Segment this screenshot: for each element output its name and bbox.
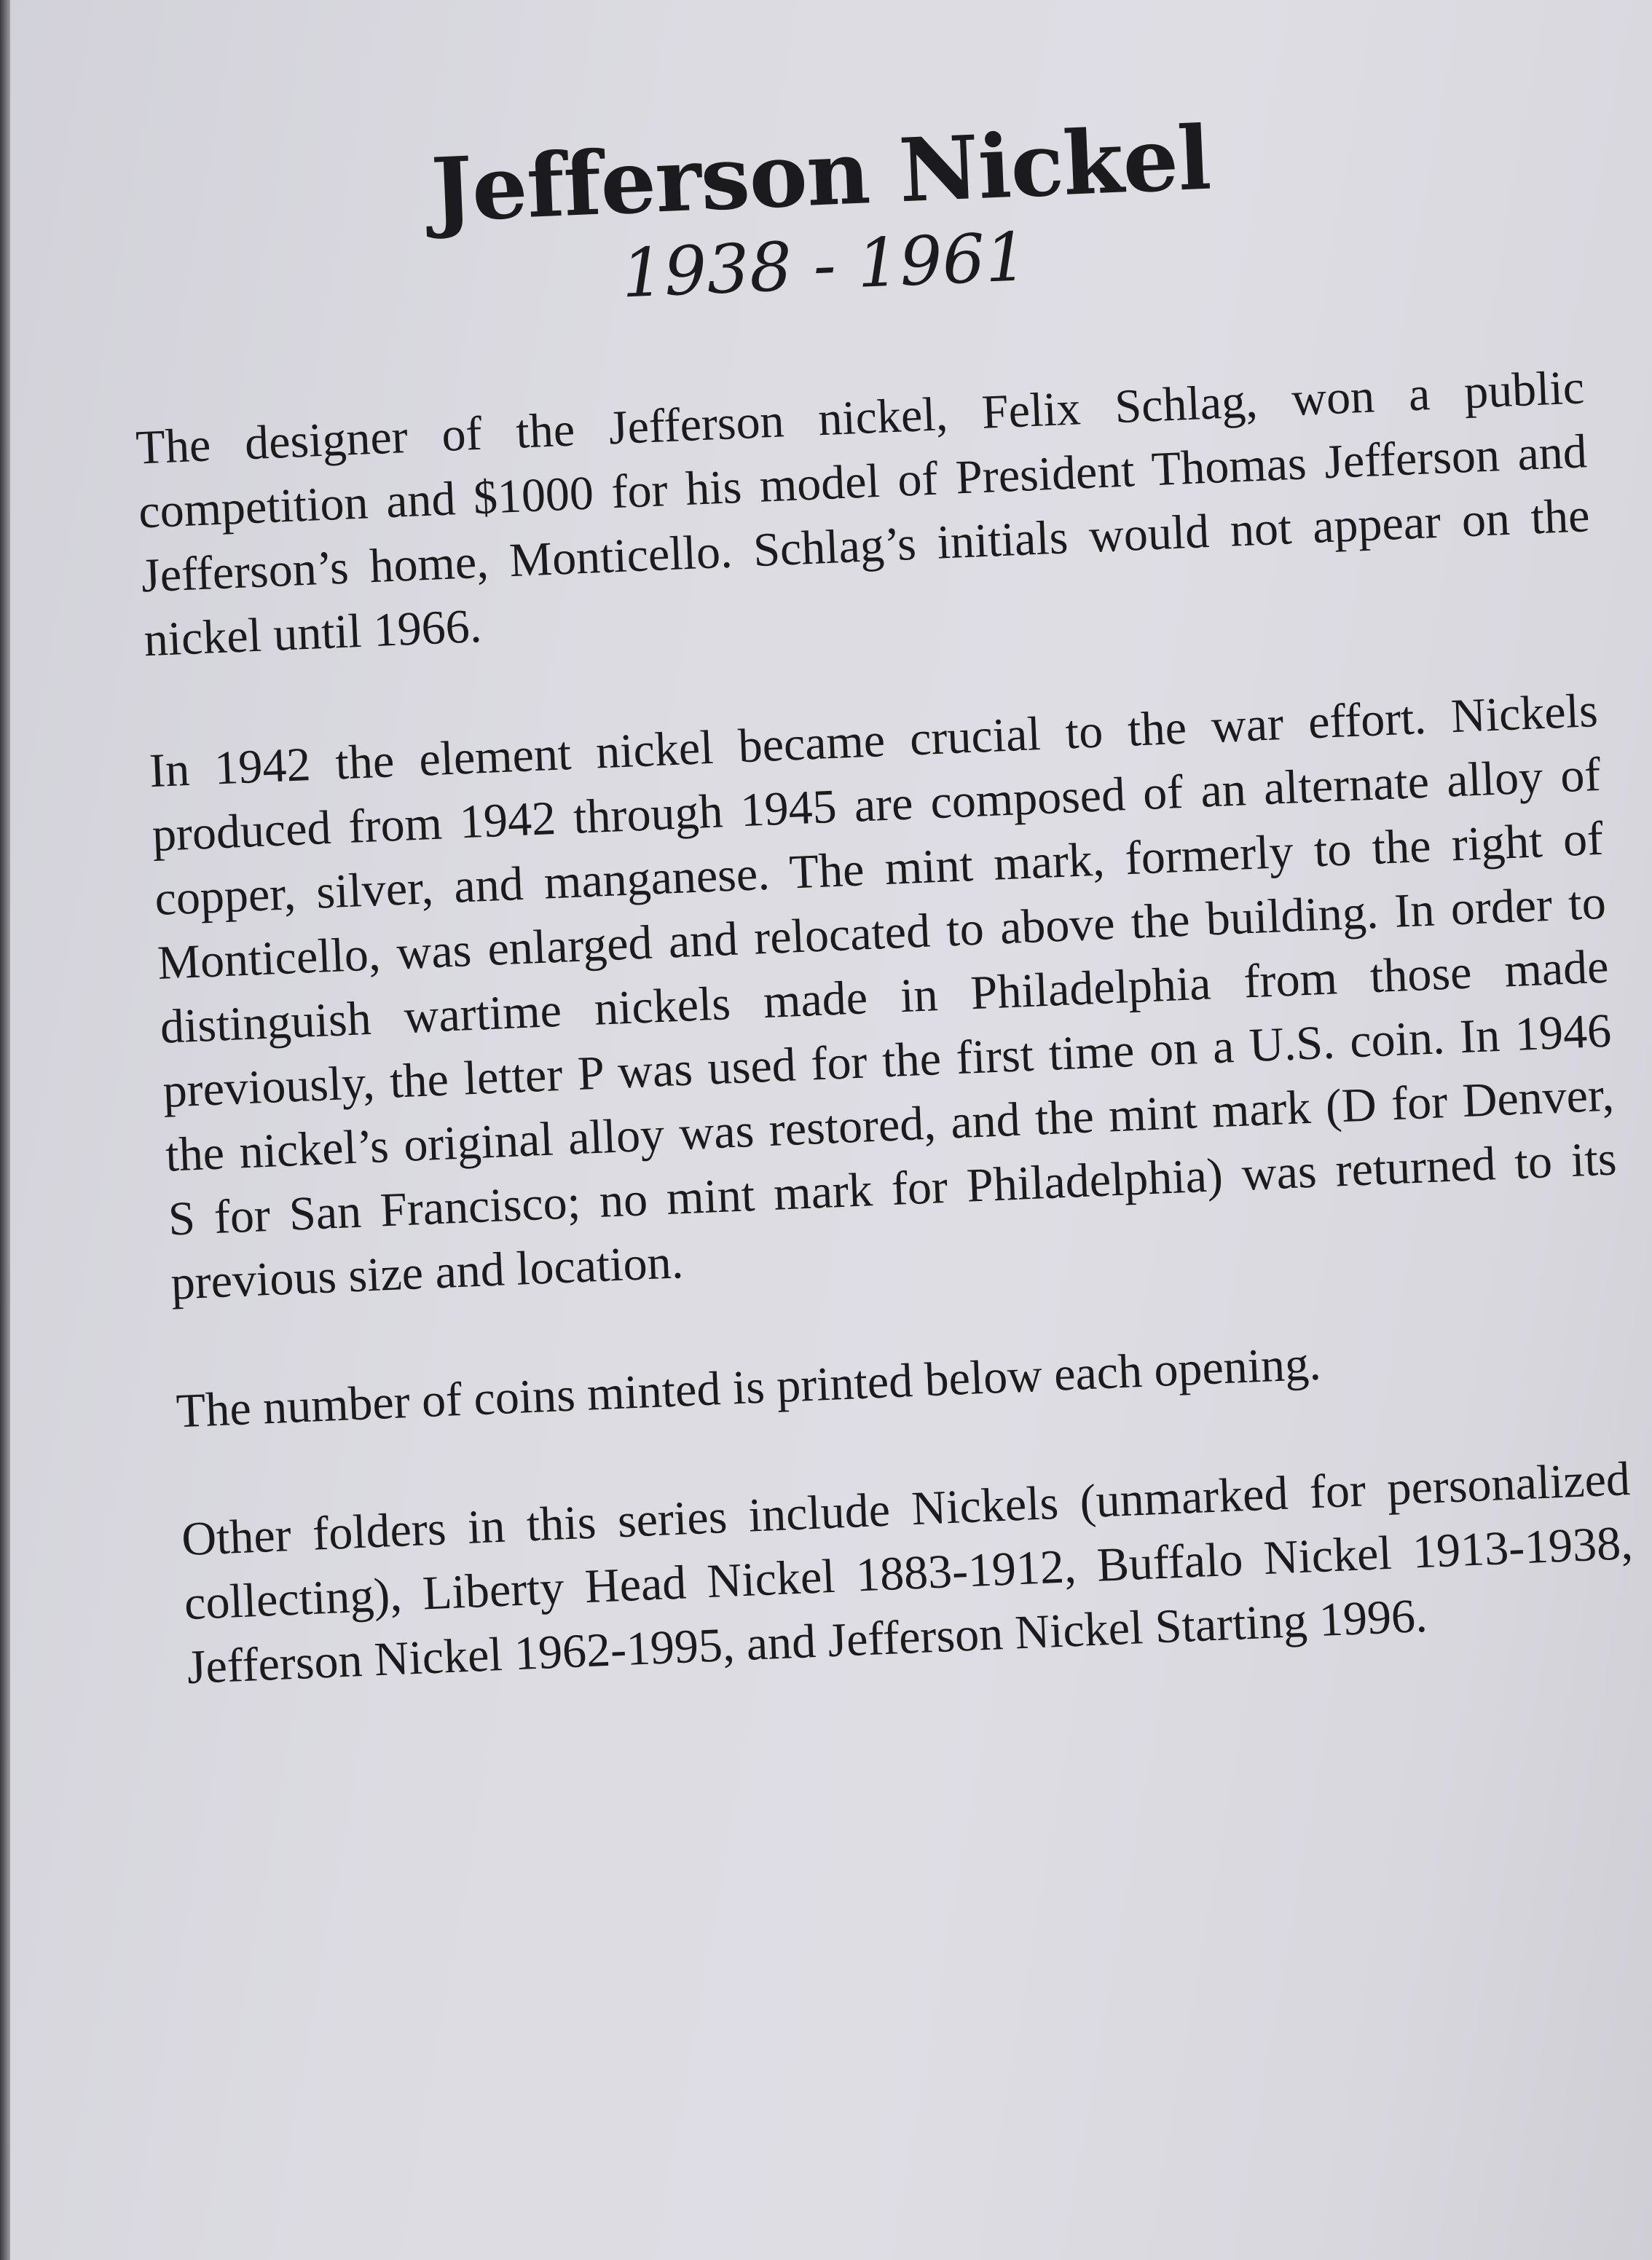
- page-edge-shadow: [0, 0, 10, 2260]
- page-content: [122, 63, 1637, 1700]
- paragraph-other-folders: Other folders in this series include Nickels (unmarked for personalized collecting), Liberty Head Nickel 1883-1912, Buffalo Nickel 1913-1938, Jefferson Nickel 1962-1995, and Jefferson Nickel Starting 1996.: [180, 1452, 1634, 1695]
- paragraph-designer: The designer of the Jefferson nickel, Felix Schlag, won a public competition and $1000 for his model of President Thomas Jefferson and Jefferson’s home, Monticello. Schlag’s initials would not appear on the nickel until 1966.: [135, 361, 1591, 667]
- page-title: Jefferson Nickel: [429, 106, 1213, 243]
- paragraph-mintage-note: The number of coins minted is printed below each opening.: [175, 1336, 1322, 1438]
- page-subtitle-years: 1938 - 1961: [620, 218, 1029, 313]
- paragraph-wartime-alloy: In 1942 the element nickel became crucial to the war effort. Nickels produced from 1942 through 1945 are composed of an alternate alloy of copper, silver, and manganese. The mint mark, formerly to the right of Monticello, was enlarged and relocated to above the building. In order to distinguish wartime nickels made in Philadelphia from those made previously, the letter P was used for the first time on a U.S. coin. In 1946 the nickel’s original alloy was restored, and the mint mark (D for Denver, S for San Francisco; no mint mark for Philadelphia) was returned to its previous size and location.: [148, 683, 1618, 1310]
